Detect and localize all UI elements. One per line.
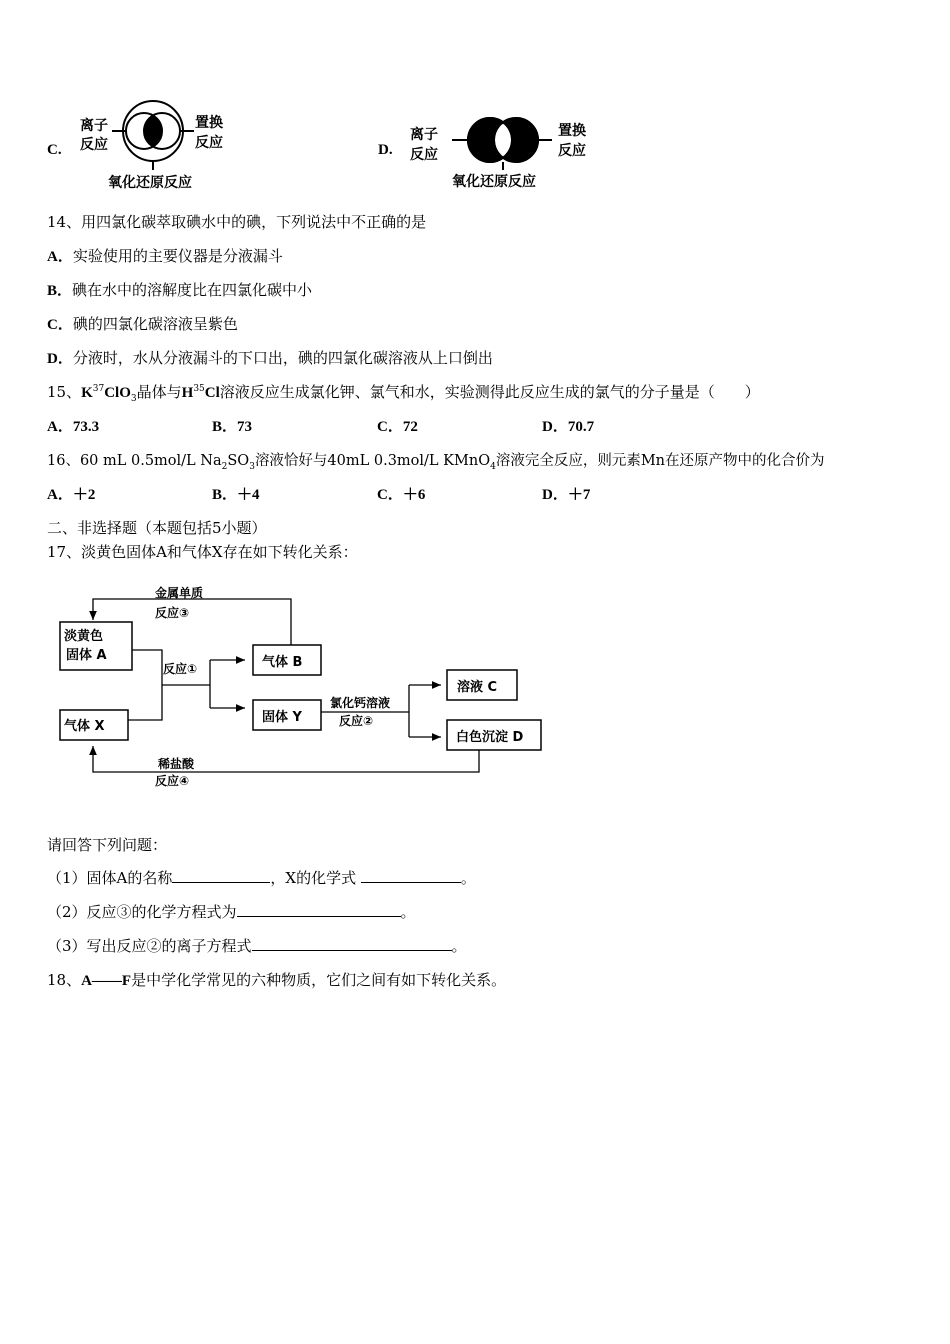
option-letter: B． (47, 283, 73, 299)
q15-num: 15、 (47, 383, 82, 401)
venn-d-right-bottom: 反应 (558, 143, 586, 159)
venn-d-right-top: 置换 (558, 123, 586, 139)
label-precipitate-d: 白色沉淀 D (456, 730, 524, 745)
q14-option-c (47, 313, 238, 334)
sub2-text: （2）反应③的化学方程式为 (47, 903, 237, 921)
q15-sup35: 35 (193, 384, 205, 394)
q16-option-d: D．＋7 (542, 487, 591, 503)
answer-blank[interactable] (361, 868, 461, 883)
label-reaction-4: 反应④ (155, 774, 190, 788)
label-gas-x: 气体 X (64, 719, 105, 734)
venn-d-bottom-label: 氧化还原反应 (452, 174, 536, 190)
label-reaction-4-reagent: 稀盐酸 (158, 757, 195, 771)
q15-option-c: C．72 (377, 419, 418, 435)
q15-sub3: 3 (130, 394, 137, 404)
option-c-label: C. (47, 142, 62, 158)
q16-option-b: B．＋4 (212, 487, 260, 503)
option-d-label: D. (378, 142, 393, 158)
option-letter: A． (47, 249, 73, 265)
q17-prompt: 请回答下列问题： (47, 836, 168, 854)
venn-d-left-top: 离子 (410, 127, 438, 143)
q15-k: K (81, 385, 93, 401)
option-text: 分液时，水从分液漏斗的下口出，碘的四氯化碳溶液从上口倒出 (72, 349, 493, 367)
q15-option-d: D．70.7 (542, 419, 595, 435)
label-gas-b: 气体 B (262, 655, 303, 670)
option-text: 碘的四氯化碳溶液呈紫色 (72, 315, 238, 333)
q15-mid: 晶体与 (136, 383, 182, 401)
q15-rest: 溶液反应生成氯化钾、氯气和水，实验测得此反应生成的氯气的分子量是（ ） (219, 383, 760, 401)
answer-blank[interactable] (252, 936, 452, 951)
sub3-text: （3）写出反应②的离子方程式 (47, 937, 252, 955)
q17-sub-question-1 (47, 867, 476, 888)
option-letter: C． (47, 317, 73, 333)
q17-stem: 17、淡黄色固体A和气体X存在如下转化关系： (47, 543, 358, 561)
q15-option-b: B．73 (212, 419, 253, 435)
label-reaction-2: 反应② (339, 714, 374, 728)
q14-option-d (47, 347, 493, 368)
q15-h: H (181, 385, 194, 401)
q14-stem: 14、用四氯化碳萃取碘水中的碘，下列说法中不正确的是 (47, 213, 427, 231)
q17-sub-question-2 (47, 901, 416, 922)
q16-sub1: 2 (221, 461, 228, 472)
sub1-end: 。 (460, 869, 476, 887)
sub3-end: 。 (451, 937, 467, 955)
answer-blank[interactable] (237, 902, 401, 917)
label-solution-c: 溶液 C (457, 680, 498, 695)
section-heading: 二、非选择题（本题包括5小题） (47, 519, 267, 537)
sub1-text-a: （1）固体A的名称 (47, 869, 173, 887)
q18-af: A——F (81, 973, 132, 989)
label-reaction-3: 反应③ (155, 606, 190, 620)
q15-cl: Cl (204, 385, 220, 401)
q16-part1: 16、60 mL 0.5mol/L Na (47, 453, 222, 469)
venn-c-right-top: 置换 (195, 115, 223, 131)
option-letter: D． (47, 351, 73, 367)
venn-c-bottom-label: 氧化还原反应 (108, 175, 192, 191)
q14-option-b (47, 279, 312, 300)
q16-part3: 溶液恰好与40mL 0.3mol/L KMnO (254, 453, 491, 469)
q16-option-a: A．＋2 (47, 487, 96, 503)
label-solid-a-1: 淡黄色 (64, 629, 104, 644)
q15-clo: ClO (104, 385, 131, 401)
answer-blank[interactable] (172, 868, 270, 883)
q15-stem (47, 381, 760, 404)
q18-stem (47, 969, 506, 990)
q18-rest: 是中学化学常见的六种物质，它们之间有如下转化关系。 (131, 971, 507, 989)
venn-d-left-bottom: 反应 (410, 147, 438, 163)
option-text: 实验使用的主要仪器是分液漏斗 (72, 247, 283, 265)
label-solid-a-2: 固体 A (66, 648, 107, 663)
venn-c-right-bottom: 反应 (195, 135, 223, 151)
q16-part4: 溶液完全反应，则元素Mn在还原产物中的化合价为 (495, 453, 825, 469)
q15-sup37: 37 (92, 384, 105, 394)
q15-option-a: A．73.3 (47, 419, 100, 435)
venn-c-left-top: 离子 (80, 118, 108, 134)
label-solid-y: 固体 Y (262, 710, 302, 725)
q16-sub2: 3 (249, 461, 255, 472)
q16-stem (47, 449, 825, 472)
option-text: 碘在水中的溶解度比在四氯化碳中小 (72, 281, 313, 299)
label-reaction-2-reagent: 氯化钙溶液 (330, 696, 391, 710)
sub1-text-b: ，X的化学式 (270, 869, 357, 887)
label-reaction-1: 反应① (163, 662, 198, 676)
sub2-end: 。 (400, 903, 416, 921)
venn-c-left-bottom: 反应 (80, 137, 108, 153)
q16-option-c: C．＋6 (377, 487, 426, 503)
label-reaction-3-reagent: 金属单质 (155, 586, 204, 600)
q14-option-a (47, 245, 283, 266)
q16-sub3: 4 (490, 461, 496, 472)
q17-sub-question-3 (47, 935, 467, 956)
q16-part2: SO (227, 453, 250, 469)
q18-num: 18、 (47, 971, 82, 989)
